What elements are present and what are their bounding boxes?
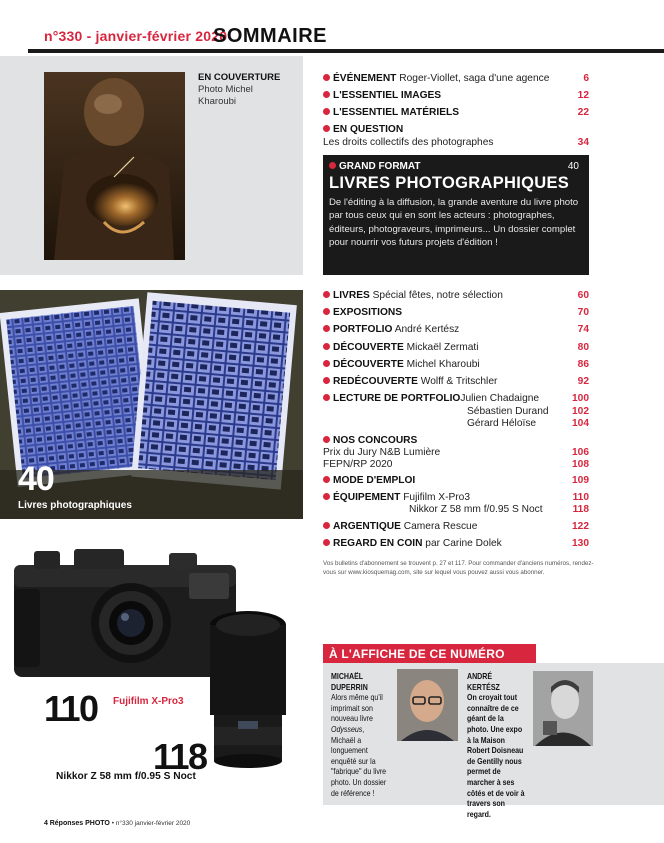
toc-tag: LECTURE DE PORTFOLIO bbox=[333, 393, 461, 404]
cover-photo bbox=[44, 72, 185, 260]
toc-page: 130 bbox=[572, 538, 589, 549]
toc-page: 22 bbox=[577, 107, 589, 118]
grand-format-description: De l'éditing à la diffusion, la grande aventure du livre photo par tous ceux qui en sont les acteurs : photographes, éditeurs, photograveurs, imprimeurs... Un dossier complet pour nourrir vos futurs projets d'édition ! bbox=[329, 197, 579, 249]
toc-page: 74 bbox=[577, 324, 589, 335]
bullet-icon bbox=[323, 125, 330, 132]
affiche-person-1 bbox=[331, 672, 388, 799]
toc-page: 122 bbox=[572, 521, 589, 532]
toc-tag: MODE D'EMPLOI bbox=[333, 475, 416, 486]
toc-text: Michel Kharoubi bbox=[406, 359, 480, 370]
product-2-name: Nikkor Z 58 mm f/0.95 S Noct bbox=[56, 771, 196, 782]
affiche-title: À L'AFFICHE DE CE NUMÉRO bbox=[329, 647, 505, 661]
toc-text: Sébastien Durand bbox=[467, 406, 549, 417]
bullet-icon bbox=[323, 291, 330, 298]
toc-text: Les droits collectifs des photographes bbox=[323, 137, 494, 148]
toc-entry-argentique[interactable] bbox=[323, 520, 589, 533]
bullet-icon bbox=[323, 436, 330, 443]
toc-page: 104 bbox=[572, 418, 589, 429]
toc-page: 108 bbox=[572, 459, 589, 470]
bullet-icon bbox=[323, 522, 330, 529]
toc-tag: LIVRES bbox=[333, 290, 370, 301]
toc-text: Julien Chadaigne bbox=[460, 393, 540, 404]
person-1-photo bbox=[397, 669, 458, 741]
person-1-text-a: Alors même qu'il imprimait son nouveau livre bbox=[331, 693, 383, 724]
toc-entry-portfolio[interactable] bbox=[323, 323, 589, 336]
toc-page: 110 bbox=[572, 492, 589, 503]
toc-entry-decouverte-kharoubi[interactable] bbox=[323, 358, 589, 371]
toc-tag: DÉCOUVERTE bbox=[333, 342, 404, 353]
product-1-name: Fujifilm X-Pro3 bbox=[113, 696, 184, 707]
toc-entry-regard-en-coin[interactable] bbox=[323, 537, 589, 550]
toc-tag: REDÉCOUVERTE bbox=[333, 376, 418, 387]
cover-credit: Photo Michel Kharoubi bbox=[198, 84, 253, 107]
person-1-name-2: DUPERRIN bbox=[331, 682, 368, 692]
toc-text: Fujifilm X-Pro3 bbox=[403, 492, 470, 503]
product-2-number: 118 bbox=[153, 736, 207, 777]
toc-entry-lecture-1[interactable] bbox=[323, 392, 589, 405]
toc-entry-en-question[interactable] bbox=[323, 123, 589, 136]
toc-page: 12 bbox=[577, 90, 589, 101]
toc-entry-equipement-2[interactable] bbox=[409, 503, 589, 516]
toc-text: par Carine Dolek bbox=[425, 538, 502, 549]
person-2-text: On croyait tout connaître de ce géant de la photo. Une expo à la Maison Robert Doisneau de Gentilly nous permet de marcher à ses côtés et de voir à travers son regard. bbox=[467, 693, 525, 819]
toc-entry-redecouverte[interactable] bbox=[323, 375, 589, 388]
grand-format-page: 40 bbox=[567, 161, 579, 172]
toc-entry-decouverte-zermati[interactable] bbox=[323, 341, 589, 354]
toc-page: 92 bbox=[577, 376, 589, 387]
toc-page: 86 bbox=[577, 359, 589, 370]
toc-tag: ÉQUIPEMENT bbox=[333, 492, 401, 503]
bullet-icon bbox=[323, 493, 330, 500]
toc-page: 34 bbox=[577, 137, 589, 148]
product-1-number: 110 bbox=[44, 688, 98, 729]
person-1-text-b: , Michaël a longuement enquêté sur la "fabrique" du livre photo. Un dossier de référence ! bbox=[331, 724, 387, 798]
cover-label: EN COUVERTURE bbox=[198, 72, 281, 83]
bullet-icon bbox=[323, 476, 330, 483]
toc-entry-essentiel-materiels[interactable] bbox=[323, 106, 589, 119]
bullet-icon bbox=[323, 91, 330, 98]
footer-issue: • n°330 janvier-février 2020 bbox=[111, 820, 191, 827]
toc-page: 60 bbox=[577, 290, 589, 301]
person-1-book: Odysseus bbox=[331, 724, 363, 734]
lens-photo bbox=[208, 605, 288, 770]
bullet-icon bbox=[323, 74, 330, 81]
bullet-icon bbox=[323, 394, 330, 401]
footer bbox=[44, 820, 190, 827]
footer-brand: Réponses PHOTO bbox=[49, 820, 110, 827]
toc-entry-droits-collectifs[interactable] bbox=[323, 136, 589, 149]
toc-text: FEPN/RP 2020 bbox=[323, 459, 393, 470]
feature-caption: Livres photographiques bbox=[18, 500, 132, 511]
person-2-name: ANDRÉ KERTÉSZ bbox=[467, 672, 500, 692]
toc-tag: L'ESSENTIEL IMAGES bbox=[333, 90, 442, 101]
toc-page: 109 bbox=[572, 475, 589, 486]
toc-text: Spécial fêtes, notre sélection bbox=[372, 290, 503, 301]
bullet-icon bbox=[323, 108, 330, 115]
toc-text: Mickaël Zermati bbox=[406, 342, 479, 353]
toc-page: 100 bbox=[572, 393, 589, 404]
toc-text: André Kertész bbox=[394, 324, 460, 335]
grand-format-box[interactable] bbox=[323, 155, 589, 275]
toc-tag: EXPOSITIONS bbox=[333, 307, 403, 318]
bullet-icon bbox=[329, 162, 336, 169]
toc-tag: NOS CONCOURS bbox=[333, 435, 418, 446]
footer-page: 4 bbox=[44, 820, 48, 827]
toc-page: 70 bbox=[577, 307, 589, 318]
grand-format-tag: GRAND FORMAT bbox=[329, 161, 420, 172]
toc-entry-evenement[interactable] bbox=[323, 72, 589, 85]
toc-entry-expositions[interactable] bbox=[323, 306, 589, 319]
issue-info: n°330 - janvier-février 2020 bbox=[44, 28, 228, 44]
toc-page: 106 bbox=[572, 447, 589, 458]
toc-entry-essentiel-images[interactable] bbox=[323, 89, 589, 102]
person-1-name-1: MICHAËL bbox=[331, 672, 364, 681]
toc-text: Wolff & Tritschler bbox=[420, 376, 498, 387]
page-title: SOMMAIRE bbox=[213, 25, 327, 47]
toc-entry-lecture-3[interactable] bbox=[467, 417, 589, 430]
bullet-icon bbox=[323, 343, 330, 350]
toc-tag: REGARD EN COIN bbox=[333, 538, 423, 549]
toc-tag: EN QUESTION bbox=[333, 124, 404, 135]
bullet-icon bbox=[323, 308, 330, 315]
header-rule bbox=[28, 49, 664, 53]
toc-page: 118 bbox=[572, 504, 589, 515]
camera-photo bbox=[14, 545, 239, 680]
grand-format-title: LIVRES PHOTOGRAPHIQUES bbox=[329, 174, 570, 192]
toc-tag: ÉVÉNEMENT bbox=[333, 73, 397, 84]
toc-entry-livres[interactable] bbox=[323, 289, 589, 302]
toc-text: Roger-Viollet, saga d'une agence bbox=[399, 73, 550, 84]
toc-entry-mode-emploi[interactable] bbox=[323, 474, 589, 487]
person-2-photo bbox=[533, 671, 593, 746]
toc-page: 102 bbox=[572, 406, 589, 417]
bullet-icon bbox=[323, 377, 330, 384]
bullet-icon bbox=[323, 360, 330, 367]
toc-tag: DÉCOUVERTE bbox=[333, 359, 404, 370]
toc-page: 80 bbox=[577, 342, 589, 353]
toc-tag: PORTFOLIO bbox=[333, 324, 393, 335]
toc-text: Gérard Héloïse bbox=[467, 418, 537, 429]
bullet-icon bbox=[323, 325, 330, 332]
toc-tag: L'ESSENTIEL MATÉRIELS bbox=[333, 107, 460, 118]
subscription-note: Vos bulletins d'abonnement se trouvent p. 27 et 117. Pour commander d'anciens numéros, rendez-vous sur www.kiosquemag.com, site sur lequel vous pouvez aussi vous abonner. bbox=[323, 560, 594, 576]
feature-number: 40 bbox=[18, 460, 54, 498]
bullet-icon bbox=[323, 539, 330, 546]
toc-tag: ARGENTIQUE bbox=[333, 521, 401, 532]
toc-page: 6 bbox=[583, 73, 589, 84]
toc-entry-concours-2[interactable] bbox=[323, 458, 589, 471]
toc-text: Camera Rescue bbox=[403, 521, 478, 532]
affiche-person-2 bbox=[467, 672, 525, 820]
toc-text: Nikkor Z 58 mm f/0.95 S Noct bbox=[409, 504, 543, 515]
toc-text: Prix du Jury N&B Lumière bbox=[323, 447, 441, 458]
